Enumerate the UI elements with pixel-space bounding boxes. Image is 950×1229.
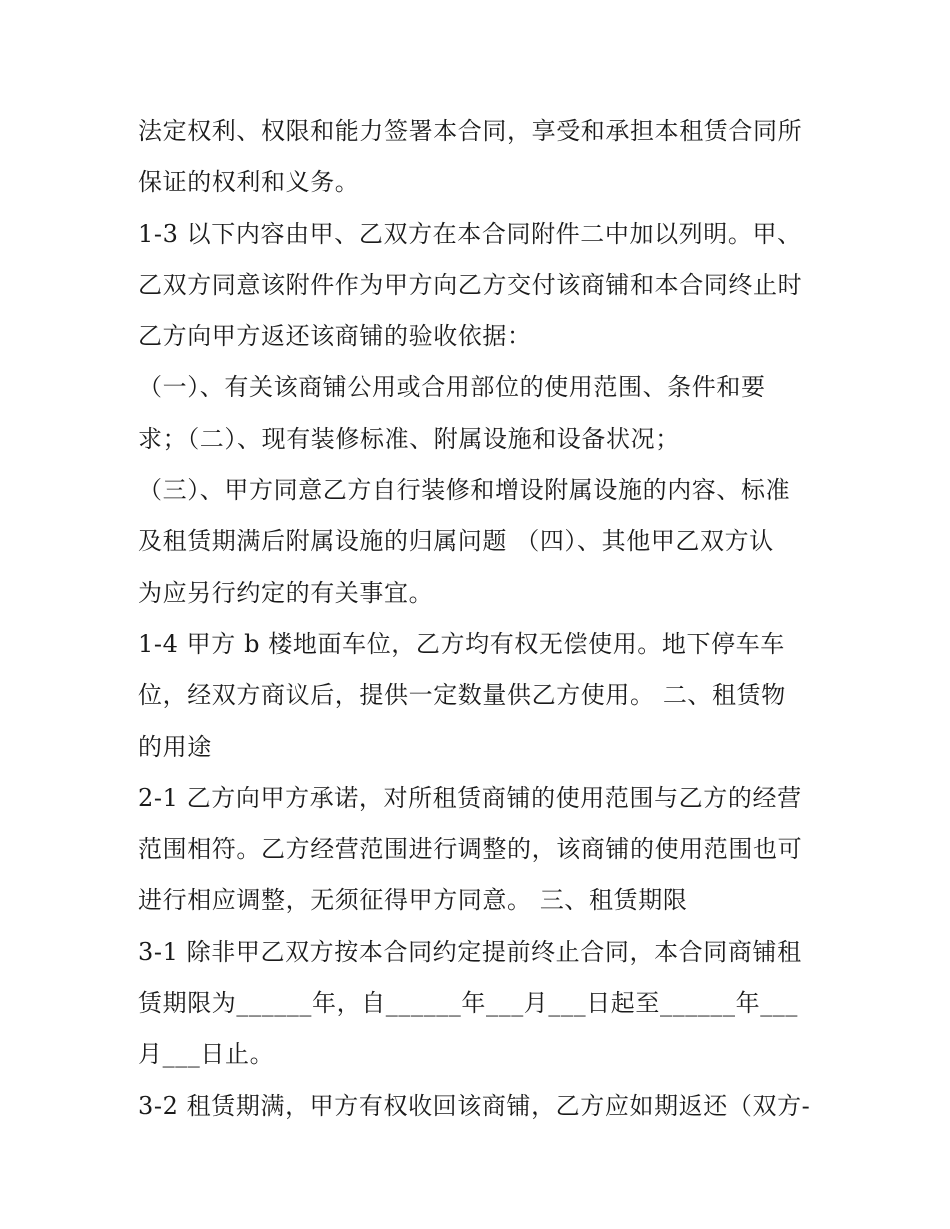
text-line-content: 乙方向甲方返还该商铺的验收依据： [138,322,532,351]
text-line-content: 月___日止。 [138,1040,275,1069]
text-line-content: 3-2 租赁期满，甲方有权收回该商铺，乙方应如期返还（双方- [138,1091,811,1120]
text-line [138,773,818,824]
text-line [138,362,818,413]
text-line-content: 范围相符。乙方经营范围进行调整的，该商铺的使用范围也可 [138,835,803,864]
text-line-content: （三）、甲方同意乙方自行装修和增设附属设施的内容、标准 [138,476,791,505]
text-line-content: 1-4 甲方 b 楼地面车位，乙方均有权无偿使用。地下停车车 [138,629,785,658]
text-line-content: 及租赁期满后附属设施的归属问题 （四）、其他甲乙双方认 [138,527,774,556]
document-body [138,106,818,1132]
text-line-content: （一）、有关该商铺公用或合用部位的使用范围、条件和要 [138,373,766,402]
text-line [138,209,818,260]
text-line-content: 赁期限为______年，自______年___月___日起至______年___ [138,989,798,1018]
text-line [138,875,818,926]
text-line [138,311,818,362]
text-line-content: 1-3 以下内容由甲、乙双方在本合同附件二中加以列明。甲、 [138,219,802,248]
text-line [138,722,818,773]
text-line [138,1029,818,1080]
text-line [138,619,818,670]
text-line-content: 进行相应调整，无须征得甲方同意。 三、租赁期限 [138,886,688,915]
text-line [138,414,818,465]
text-line [138,670,818,721]
text-line-content: 的用途 [138,732,212,761]
text-line [138,516,818,567]
text-line-content: 乙双方同意该附件作为甲方向乙方交付该商铺和本合同终止时 [138,270,803,299]
text-line-content: 2-1 乙方向甲方承诺，对所租赁商铺的使用范围与乙方的经营 [138,783,802,812]
text-line [138,465,818,516]
text-line-content: 位，经双方商议后，提供一定数量供乙方使用。 二、租赁物 [138,681,786,710]
text-line [138,260,818,311]
text-line [138,927,818,978]
text-line [138,978,818,1029]
text-line [138,824,818,875]
text-line-content: 求；（二）、现有装修标准、附属设施和设备状况； [138,424,680,453]
text-line [138,1081,818,1132]
text-line [138,157,818,208]
text-line-content: 保证的权利和义务。 [138,168,360,197]
text-line [138,568,818,619]
text-line-content: 为应另行约定的有关事宜。 [138,578,434,607]
text-line-content: 3-1 除非甲乙双方按本合同约定提前终止合同，本合同商铺租 [138,937,802,966]
text-line [138,106,818,157]
text-line-content: 法定权利、权限和能力签署本合同，享受和承担本租赁合同所 [138,117,803,145]
